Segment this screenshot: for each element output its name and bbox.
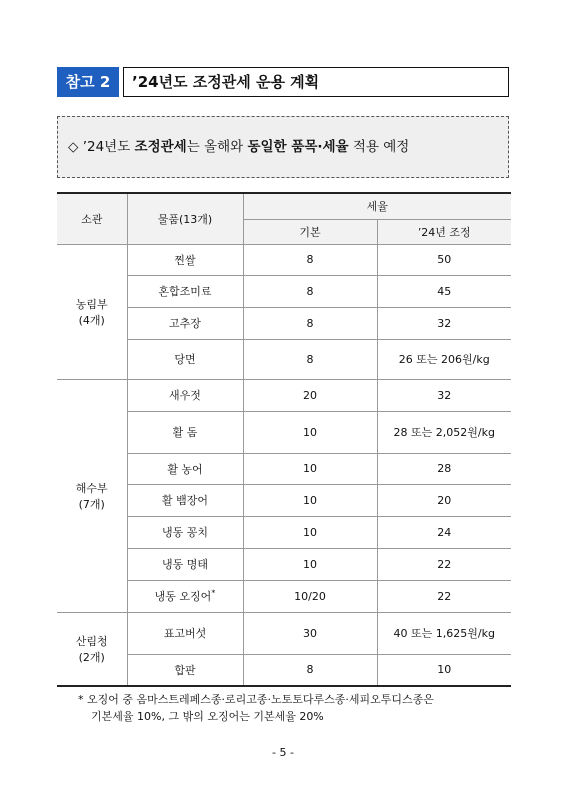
dept-cell: 해수부 (7개) [57, 379, 127, 612]
adjusted-rate-cell: 32 [377, 307, 511, 339]
adjusted-rate-cell: 50 [377, 244, 511, 275]
adjusted-rate-cell: 26 또는 206원/kg [377, 339, 511, 379]
summary-part: 적용 예정 [348, 139, 410, 155]
base-rate-cell: 8 [243, 339, 377, 379]
base-rate-cell: 8 [243, 307, 377, 339]
adjusted-rate-cell: 28 [377, 453, 511, 484]
base-rate-cell: 10 [243, 516, 377, 548]
header-dept: 소관 [57, 193, 127, 244]
section-header [57, 67, 509, 97]
item-cell: 합판 [127, 654, 243, 686]
adjusted-rate-cell: 40 또는 1,625원/kg [377, 612, 511, 654]
adjusted-rate-cell: 20 [377, 484, 511, 516]
base-rate-cell: 8 [243, 654, 377, 686]
page-number: - 5 - [272, 746, 294, 759]
item-cell: 냉동 꽁치 [127, 516, 243, 548]
header-adjusted: ’24년 조정 [377, 219, 511, 244]
summary-emphasis: 동일한 품목·세율 [247, 139, 349, 155]
summary-box [57, 116, 509, 178]
header-base: 기본 [243, 219, 377, 244]
summary-emphasis: 조정관세 [134, 139, 187, 155]
summary-part: 는 올해와 [186, 139, 248, 155]
item-cell [127, 580, 243, 612]
tariff-table [57, 192, 511, 687]
page-title: ’24년도 조정관세 운용 계획 [123, 67, 509, 97]
base-rate-cell: 8 [243, 244, 377, 275]
footnote-line: * 오징어 중 옴마스트레페스종·로리고종·노토토다루스종·세피오투디스종은 [78, 693, 434, 706]
adjusted-rate-cell: 10 [377, 654, 511, 686]
adjusted-rate-cell: 28 또는 2,052원/kg [377, 411, 511, 453]
adjusted-rate-cell: 24 [377, 516, 511, 548]
item-label: 냉동 오징어 [154, 590, 212, 603]
item-cell: 활 돔 [127, 411, 243, 453]
footnote [78, 691, 434, 725]
base-rate-cell: 10 [243, 484, 377, 516]
footnote-line: 기본세율 10%, 그 밖의 오징어는 기본세율 20% [91, 710, 324, 723]
adjusted-rate-cell: 45 [377, 275, 511, 307]
item-cell: 고추장 [127, 307, 243, 339]
base-rate-cell: 20 [243, 379, 377, 411]
item-cell: 혼합조미료 [127, 275, 243, 307]
item-cell: 표고버섯 [127, 612, 243, 654]
dept-cell: 산림청 (2개) [57, 612, 127, 686]
footnote-marker: * [211, 588, 216, 598]
item-cell: 당면 [127, 339, 243, 379]
adjusted-rate-cell: 32 [377, 379, 511, 411]
item-cell: 찐쌀 [127, 244, 243, 275]
base-rate-cell: 10/20 [243, 580, 377, 612]
item-cell: 활 뱀장어 [127, 484, 243, 516]
diamond-bullet-icon: ◇ [68, 139, 79, 155]
base-rate-cell: 30 [243, 612, 377, 654]
item-cell: 냉동 명태 [127, 548, 243, 580]
header-rate: 세율 [243, 193, 511, 219]
adjusted-rate-cell: 22 [377, 548, 511, 580]
header-item: 물품(13개) [127, 193, 243, 244]
base-rate-cell: 10 [243, 411, 377, 453]
reference-badge: 참고 2 [57, 67, 119, 97]
item-cell: 새우젓 [127, 379, 243, 411]
item-cell: 활 농어 [127, 453, 243, 484]
summary-part: ’24년도 [82, 139, 135, 155]
base-rate-cell: 10 [243, 548, 377, 580]
base-rate-cell: 10 [243, 453, 377, 484]
adjusted-rate-cell: 22 [377, 580, 511, 612]
dept-cell: 농림부 (4개) [57, 244, 127, 379]
summary-text [68, 135, 409, 155]
base-rate-cell: 8 [243, 275, 377, 307]
